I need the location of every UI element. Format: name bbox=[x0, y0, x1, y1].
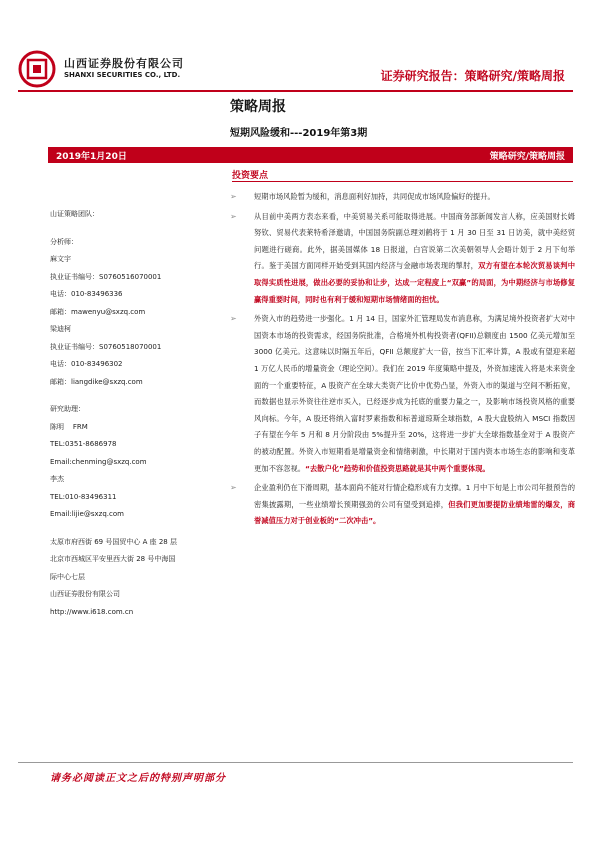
company-name: 山西证券股份有限公司 bbox=[50, 590, 120, 598]
disclaimer: 请务必阅读正文之后的特别声明部分 bbox=[50, 773, 226, 784]
bullet-item bbox=[230, 209, 575, 309]
footer-divider bbox=[18, 762, 573, 763]
investment-points bbox=[230, 189, 575, 533]
assistant-tel: TEL:0351-8686978 bbox=[50, 440, 117, 448]
team-label: 山证策略团队： bbox=[50, 210, 99, 218]
analyst-name: 麻文宇 bbox=[50, 255, 71, 263]
bullet-arrow-icon: ➢ bbox=[230, 314, 237, 324]
assistant-tel: TEL:010-83496311 bbox=[50, 492, 117, 501]
address-beijing-cont: 际中心七层 bbox=[50, 572, 85, 581]
company-website[interactable]: http://www.i618.com.cn bbox=[50, 607, 134, 616]
assistant-email: Email:lijie@sxzq.com bbox=[50, 510, 124, 518]
company-name-en: SHANXI SECURITIES CO., LTD. bbox=[64, 71, 181, 79]
research-assistant-label: 研究助理： bbox=[50, 405, 85, 413]
assistant-name: 陈明 FRM bbox=[50, 422, 88, 431]
header-divider bbox=[18, 90, 573, 92]
bullet-arrow-icon: ➢ bbox=[230, 211, 237, 221]
analyst-phone: 电话：010-83496336 bbox=[50, 290, 123, 298]
analyst-name: 梁迪柯 bbox=[50, 325, 71, 333]
bullet-highlight: “去散户化”趋势和价值投资思路就是其中两个重要体现。 bbox=[305, 463, 490, 473]
bullet-text: 企业盈利仍在下滑周期，基本面尚不能对行情企稳形成有力支撑。1 月中下旬是上市公司年报预告的密集披露期，一些业绩增长预期强劲的公司有望受到追捧， bbox=[254, 483, 575, 509]
analyst-cert: 执业证书编号：S0760518070001 bbox=[50, 342, 162, 351]
bullet-text: 外资入市的趋势进一步强化。1 月 14 日，国家外汇管理局发布消息称，为满足境外投资者扩大对中国资本市场的投资需求，经国务院批准，合格境外机构投资者(QFII)总额度由 1500 亿美元增加至 3000 亿美元。这意味以时隔五年后，QFII 总额度扩大一倍，按当下汇率计算，A 股或有望迎来超 1 万亿人民币的增量资金（理论空间）。我们在 2019 年度策略中提及，外资加速流入将是未来资金面的一个重要特征，A 股资产在全球大类资产比价中优势凸显，外资入市的渠道与空间不断拓宽，而数据也显示外资往往逆市买入，已经逐步成为托底的重要力量之一，及影响市场投资风格的重要风向标。今年，A 股还将纳入富时罗素指数和标普道琼斯全球指数，A 股大盘股纳入 MSCI 指数因子有望在今年 5 月和 8 月分阶段由 5%提升至 20%，这将进一步扩大全球指数基金对于 A 股资产的被动配置。外资入市短期看是增量资金和情绪刺激，中长期对于国内资本市场生态的影响和变革更加不容忽视。 bbox=[254, 314, 575, 473]
address-taiyuan: 太原市府西街 69 号国贸中心 A 座 28 层 bbox=[50, 537, 177, 546]
analyst-phone: 电话：010-83496302 bbox=[50, 360, 123, 368]
analyst-label: 分析师： bbox=[50, 237, 78, 246]
address-beijing: 北京市西城区平安里西大街 28 号中海国 bbox=[50, 555, 176, 563]
company-logo-icon bbox=[18, 50, 56, 88]
section-divider bbox=[232, 181, 573, 182]
report-type: 证券研究报告：策略研究/策略周报 bbox=[380, 69, 565, 83]
bullet-arrow-icon: ➢ bbox=[230, 192, 237, 201]
analyst-email: 邮箱：mawenyu@sxzq.com bbox=[50, 307, 146, 316]
bullet-text: 从目前中美两方表态来看，中美贸易关系可能取得进展。中国商务部新闻发言人称，应美国财长姆努钦、贸易代表莱特希泽邀请，中国国务院副总理刘鹤将于 1 月 30 日至 31 日访美，就中美经贸问题进行磋商。此外，据美国媒体 18 日报道，白宫说第二次美朝领导人会晤计划于 2 月下旬举行。鉴于美国方面同样开始受到其国内经济与金融市场表现的掣肘， bbox=[254, 211, 575, 271]
assistant-name: 李杰 bbox=[50, 475, 64, 483]
bullet-highlight: 但我们更加要提防业绩地雷的爆发，商誉减值压力对于创业板的“二次冲击”。 bbox=[254, 499, 576, 526]
assistant-email: Email:chenming@sxzq.com bbox=[50, 457, 147, 466]
bullet-text: 短期市场风险暂为缓和，消息面利好加持，共同促成市场风险偏好的提升。 bbox=[254, 192, 495, 201]
bullet-highlight: 双方有望在本轮次贸易谈判中取得实质性进展，做出必要的妥协和让步，达成一定程度上“双赢”的局面，为中期经济与市场修复赢得重要时间，同时也有利于缓和短期市场情绪面的担忧。 bbox=[254, 261, 576, 304]
report-date: 2019年1月20日 bbox=[56, 152, 127, 162]
company-name-cn: 山西证券股份有限公司 bbox=[64, 57, 184, 70]
page-title: 策略周报 bbox=[230, 99, 286, 115]
analyst-email: 邮箱：liangdike@sxzq.com bbox=[50, 377, 143, 386]
section-heading: 投资要点 bbox=[232, 171, 269, 181]
report-category: 策略研究/策略周报 bbox=[489, 152, 565, 162]
date-banner bbox=[48, 147, 573, 163]
bullet-arrow-icon: ➢ bbox=[230, 483, 237, 493]
analyst-cert: 执业证书编号：S0760516070001 bbox=[50, 272, 162, 281]
author-sidebar bbox=[50, 206, 210, 621]
page-subtitle: 短期风险缓和---2019年第3期 bbox=[230, 128, 368, 139]
bullet-item bbox=[230, 189, 575, 206]
bullet-item bbox=[230, 480, 575, 530]
bullet-item bbox=[230, 311, 575, 477]
